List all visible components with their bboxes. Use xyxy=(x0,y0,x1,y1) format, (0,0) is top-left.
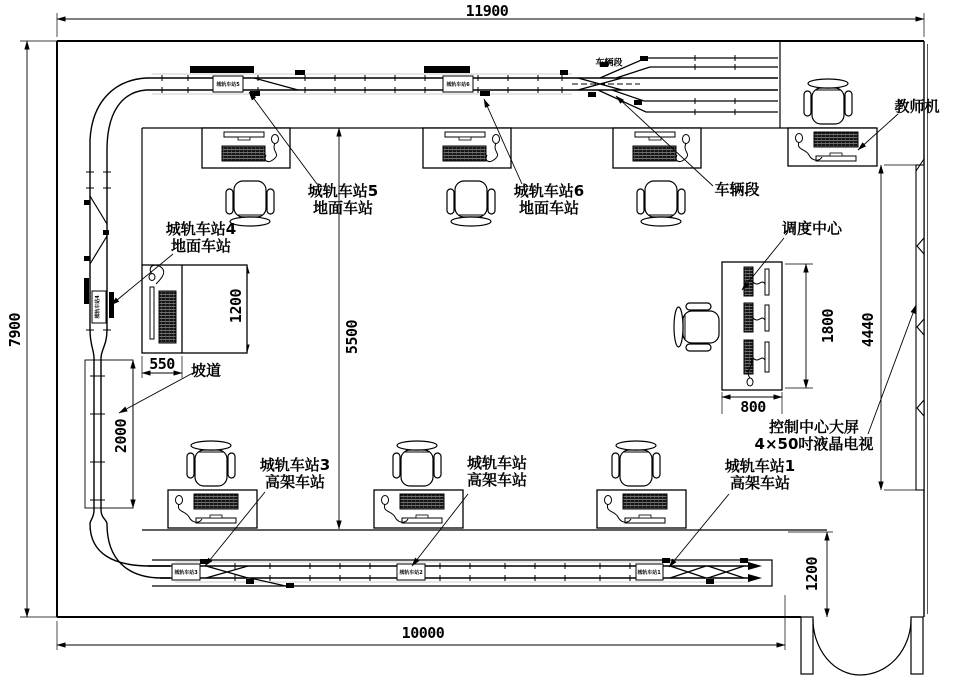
dim-desk4-depth: 1200 xyxy=(227,288,245,324)
dim-bottom-width: 10000 xyxy=(401,624,445,642)
label-station5-line1: 城轨车站5 xyxy=(307,182,379,200)
label-station6-line2: 地面车站 xyxy=(518,199,579,217)
leader-ramp xyxy=(119,374,191,413)
label-station3 xyxy=(260,457,330,491)
label-control-screen-line1: 控制中心大屏 xyxy=(768,418,860,436)
label-station4-line1: 城轨车站4 xyxy=(165,220,237,238)
label-station1-line2: 高架车站 xyxy=(729,474,790,492)
dim-inner-height: 5500 xyxy=(343,319,361,355)
label-control-screen xyxy=(755,419,874,453)
label-station3-line1: 城轨车站3 xyxy=(259,456,331,474)
dim-room-width: 11900 xyxy=(465,2,509,20)
track-tag-station5: 城轨车站5 xyxy=(216,82,240,88)
label-teacher-machine: 教师机 xyxy=(894,97,940,116)
dim-corridor-height: 1200 xyxy=(803,556,821,592)
label-station6-line1: 城轨车站6 xyxy=(513,182,585,200)
dim-dispatch-height: 1800 xyxy=(819,308,837,344)
dim-ramp-length: 2000 xyxy=(112,418,130,454)
teacher-desk xyxy=(788,128,877,166)
track-tag-station2: 城轨车站2 xyxy=(399,570,423,576)
label-station5 xyxy=(308,183,378,217)
label-station6 xyxy=(514,183,584,217)
label-control-screen-line2: 4×50吋液晶电视 xyxy=(754,435,874,453)
control-screen-wall xyxy=(916,159,924,490)
label-station1-line1: 城轨车站1 xyxy=(724,457,796,475)
label-station5-line2: 地面车站 xyxy=(312,199,373,217)
label-station3-line2: 高架车站 xyxy=(264,473,325,491)
track-tag-station3: 城轨车站3 xyxy=(174,570,198,576)
dim-desk4-width: 550 xyxy=(149,355,175,373)
dispatch-desk xyxy=(722,262,782,390)
label-station2-line1: 城轨车站 xyxy=(466,454,528,472)
track-tag-station1: 城轨车站1 xyxy=(637,570,661,576)
track-tag-station6: 城轨车站6 xyxy=(446,82,470,88)
label-depot: 车辆段 xyxy=(714,180,760,199)
label-dispatch-center: 调度中心 xyxy=(781,219,843,238)
label-depot-tag: 车辆段 xyxy=(595,58,623,69)
label-station4 xyxy=(166,221,236,255)
track-tag-station4: 城轨车站4 xyxy=(95,295,101,319)
label-station2 xyxy=(467,455,527,489)
label-station4-line2: 地面车站 xyxy=(170,237,231,255)
dim-room-height: 7900 xyxy=(6,312,24,348)
label-station1 xyxy=(725,458,795,492)
dim-dispatch-width: 800 xyxy=(740,398,766,416)
dim-screen-length: 4440 xyxy=(859,312,877,348)
label-ramp: 坡道 xyxy=(190,361,222,380)
double-door xyxy=(801,617,923,675)
label-station2-line2: 高架车站 xyxy=(466,471,528,489)
